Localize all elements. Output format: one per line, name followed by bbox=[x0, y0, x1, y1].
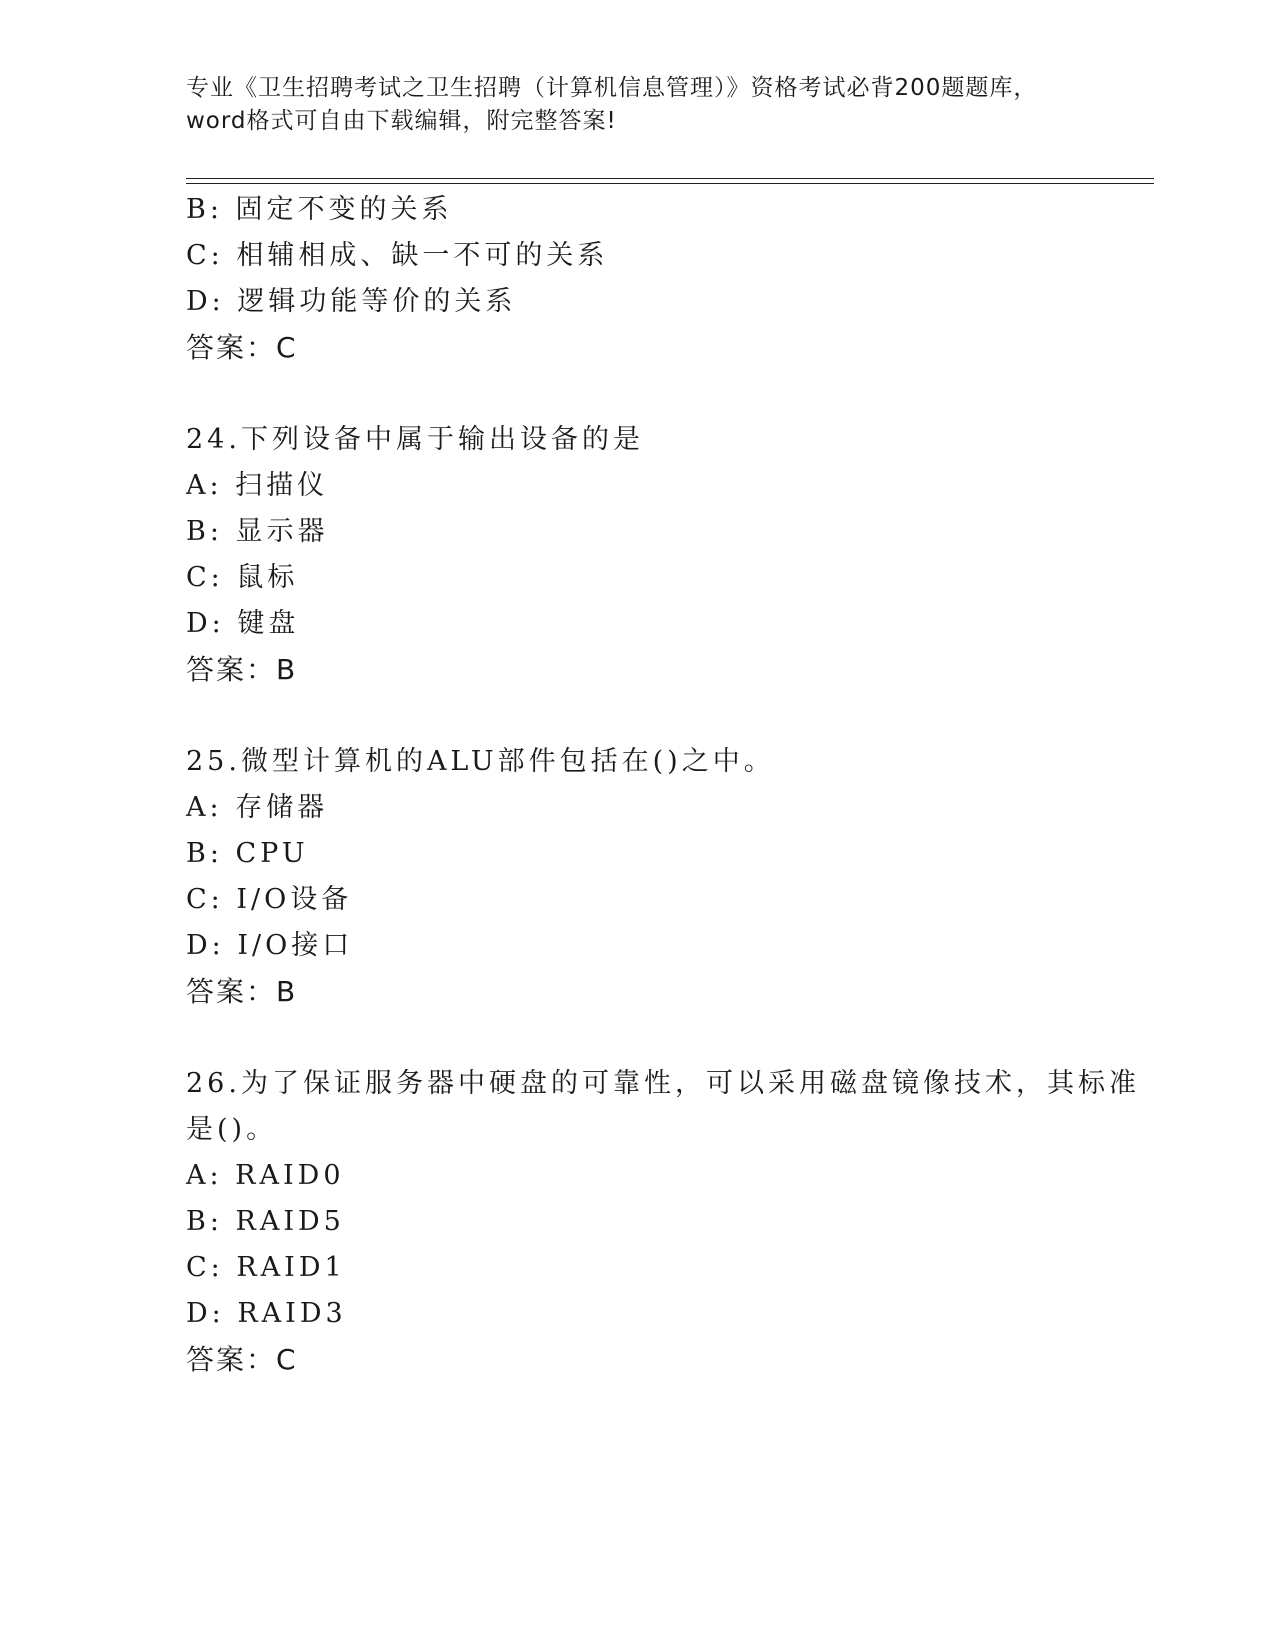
question-spacer bbox=[186, 371, 1086, 417]
option-c: C: I/O设备 bbox=[186, 884, 353, 915]
answer: 答案：B bbox=[186, 653, 298, 686]
option-c: C: 相辅相成、缺一不可的关系 bbox=[186, 240, 609, 271]
question-stem: 24.下列设备中属于输出设备的是 bbox=[186, 424, 644, 455]
option-d: D: I/O接口 bbox=[186, 930, 354, 961]
question-stem-line-1: 26.为了保证服务器中硬盘的可靠性，可以采用磁盘镜像技术，其标准 bbox=[186, 1068, 1140, 1099]
option-b: B: 固定不变的关系 bbox=[186, 194, 453, 225]
question-list bbox=[186, 187, 1140, 1383]
answer: 答案：B bbox=[186, 975, 298, 1008]
option-c: C: 鼠标 bbox=[186, 562, 299, 593]
header-title-line-2: word格式可自由下载编辑，附完整答案! bbox=[186, 108, 617, 134]
document-header bbox=[186, 72, 1086, 138]
option-b: B: 显示器 bbox=[186, 516, 329, 547]
option-d: D: RAID3 bbox=[186, 1298, 347, 1329]
answer: 答案：C bbox=[186, 1343, 298, 1376]
header-divider-top bbox=[186, 178, 1154, 179]
question-stem: 25.微型计算机的ALU部件包括在()之中。 bbox=[186, 746, 775, 777]
question-26 bbox=[186, 1061, 1140, 1383]
question-24 bbox=[186, 417, 1086, 693]
option-d: D: 键盘 bbox=[186, 608, 300, 639]
question-stem-line-2: 是()。 bbox=[186, 1114, 278, 1145]
option-a: A: 存储器 bbox=[186, 792, 329, 823]
option-a: A: 扫描仪 bbox=[186, 470, 329, 501]
option-c: C: RAID1 bbox=[186, 1252, 346, 1283]
option-d: D: 逻辑功能等价的关系 bbox=[186, 286, 517, 317]
question-25 bbox=[186, 739, 1086, 1015]
header-title-line-1: 专业《卫生招聘考试之卫生招聘（计算机信息管理）》资格考试必背200题题库， bbox=[186, 75, 1038, 101]
question-spacer bbox=[186, 1015, 1086, 1061]
header-divider-bottom bbox=[186, 183, 1154, 184]
question-23-tail bbox=[186, 187, 1086, 371]
question-spacer bbox=[186, 693, 1086, 739]
option-a: A: RAID0 bbox=[186, 1160, 345, 1191]
answer: 答案：C bbox=[186, 331, 298, 364]
option-b: B: RAID5 bbox=[186, 1206, 345, 1237]
option-b: B: CPU bbox=[186, 838, 309, 869]
